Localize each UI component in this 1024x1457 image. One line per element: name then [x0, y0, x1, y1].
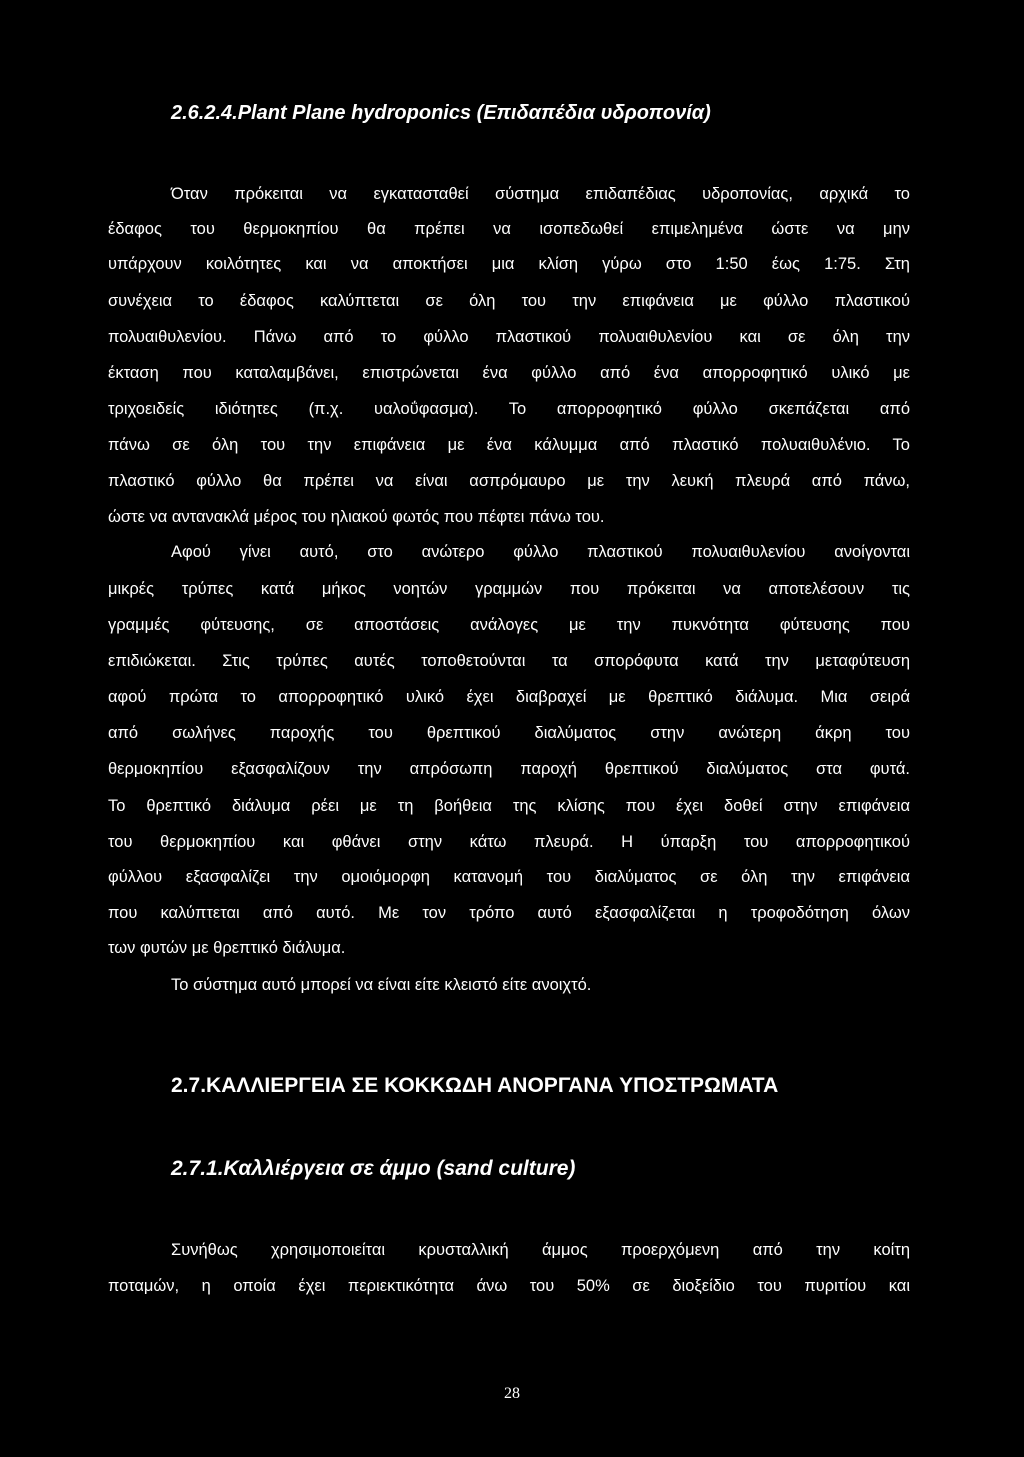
- heading-number: 2.6.2.4.: [171, 102, 238, 124]
- paragraph-line: θερμοκηπίου εξασφαλίζουν την απρόσωπη παροχή θρεπτικού διαλύματος στα φυτά.: [108, 760, 910, 778]
- paragraph-line: από σωλήνες παροχής του θρεπτικού διαλύματος στην ανώτερη άκρη του: [108, 724, 910, 742]
- paragraph-line: που καλύπτεται από αυτό. Με τον τρόπο αυτό εξασφαλίζεται η τροφοδότηση όλων: [108, 904, 910, 922]
- paragraph-line: πλαστικό φύλλο θα πρέπει να είναι ασπρόμαυρο με την λευκή πλευρά από πάνω,: [108, 472, 910, 490]
- paragraph-line: φύλλου εξασφαλίζει την ομοιόμορφη κατανομή του διαλύματος σε όλη την επιφάνεια: [108, 868, 910, 886]
- paragraph-line: του θερμοκηπίου και φθάνει στην κάτω πλευρά. Η ύπαρξη του απορροφητικού: [108, 833, 910, 851]
- paragraph-line: συνέχεια το έδαφος καλύπτεται σε όλη του την επιφάνεια με φύλλο πλαστικού: [108, 292, 910, 310]
- heading-title-en: Plant Plane hydroponics: [237, 102, 472, 124]
- paragraph-line: μικρές τρύπες κατά μήκος νοητών γραμμών που πρόκειται να αποτελέσουν τις: [108, 580, 910, 598]
- paragraph-line: Όταν πρόκειται να εγκατασταθεί σύστημα επιδαπέδιας υδροπονίας, αρχικά το: [171, 185, 910, 203]
- heading-number: 2.7.1.: [171, 1157, 224, 1180]
- heading-2-7: 2.7.ΚΑΛΛΙΕΡΓΕΙΑ ΣΕ ΚΟΚΚΩΔΗ ΑΝΟΡΓΑΝΑ ΥΠΟΣΤΡΩΜΑΤΑ: [171, 1074, 779, 1097]
- paragraph-line: πολυαιθυλενίου. Πάνω από το φύλλο πλαστικού πολυαιθυλενίου και σε όλη την: [108, 328, 910, 346]
- paragraph-line: τριχοειδείς ιδιότητες (π.χ. υαλοΰφασμα). Το απορροφητικό φύλλο σκεπάζεται από: [108, 400, 910, 418]
- heading-title-gr: (Επιδαπέδια υδροπονία): [476, 102, 711, 124]
- paragraph-line: πάνω σε όλη του την επιφάνεια με ένα κάλυμμα από πλαστικό πολυαιθυλένιο. Το: [108, 436, 910, 454]
- paragraph-line: Το θρεπτικό διάλυμα ρέει με τη βοήθεια της κλίσης που έχει δοθεί στην επιφάνεια: [108, 797, 910, 815]
- paragraph-line: ώστε να αντανακλά μέρος του ηλιακού φωτός που πέφτει πάνω του.: [108, 508, 605, 526]
- heading-title-en: (sand culture): [436, 1157, 576, 1180]
- paragraph-line: έκταση που καταλαμβάνει, επιστρώνεται ένα φύλλο από ένα απορροφητικό υλικό με: [108, 364, 910, 382]
- paragraph-line: Το σύστημα αυτό μπορεί να είναι είτε κλειστό είτε ανοιχτό.: [171, 976, 592, 994]
- heading-2-7-1: [171, 1157, 575, 1181]
- paragraph-line: Συνήθως χρησιμοποιείται κρυσταλλική άμμος προερχόμενη από την κοίτη: [171, 1241, 910, 1259]
- paragraph-line: υπάρχουν κοιλότητες και να αποκτήσει μια κλίση γύρω στο 1:50 έως 1:75. Στη: [108, 255, 910, 273]
- paragraph-line: Αφού γίνει αυτό, στο ανώτερο φύλλο πλαστικού πολυαιθυλενίου ανοίγονται: [171, 543, 910, 561]
- page-number: 28: [504, 1385, 520, 1402]
- paragraph-line: των φυτών με θρεπτικό διάλυμα.: [108, 939, 346, 957]
- heading-2-6-2-4: [171, 102, 711, 125]
- paragraph-line: γραμμές φύτευσης, σε αποστάσεις ανάλογες με την πυκνότητα φύτευσης που: [108, 616, 910, 634]
- paragraph-line: αφού πρώτα το απορροφητικό υλικό έχει διαβραχεί με θρεπτικό διάλυμα. Μια σειρά: [108, 688, 910, 706]
- paragraph-line: ποταμών, η οποία έχει περιεκτικότητα άνω του 50% σε διοξείδιο του πυριτίου και: [108, 1277, 910, 1295]
- paragraph-line: έδαφος του θερμοκηπίου θα πρέπει να ισοπεδωθεί επιμελημένα ώστε να μην: [108, 220, 910, 238]
- heading-title-gr: Καλλιέργεια σε άμμο: [223, 1157, 431, 1180]
- paragraph-line: επιδιώκεται. Στις τρύπες αυτές τοποθετούνται τα σπορόφυτα κατά την μεταφύτευση: [108, 652, 910, 670]
